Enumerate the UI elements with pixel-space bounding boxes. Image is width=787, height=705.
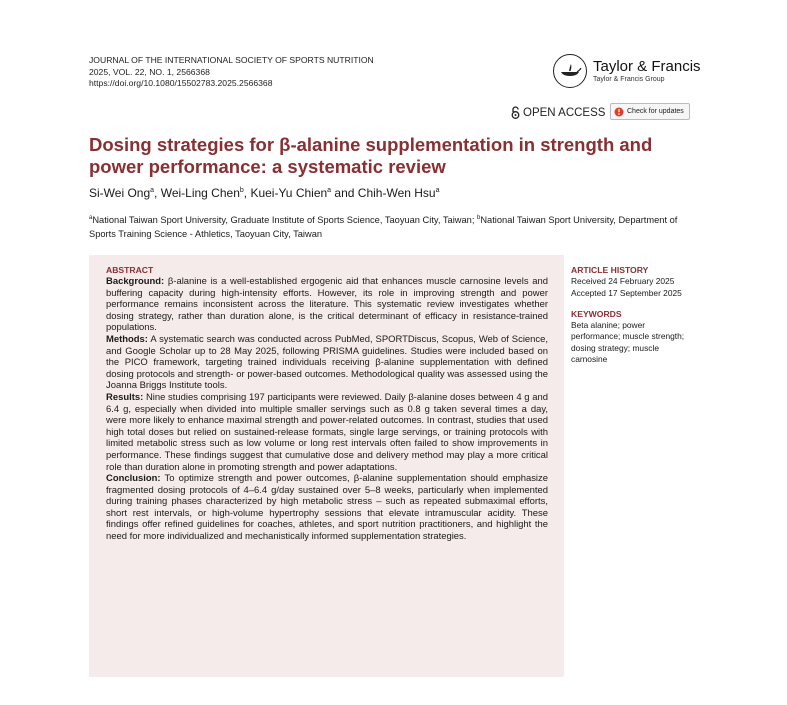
section-text: A systematic search was conducted across PubMed, SPORTDiscus, Scopus, Web of Science, and Google Scholar up to 28 May 2025, following PRISMA guidelines. Studies were included based on the PICO framework, targeting trained individuals receiving β-alanine supplementation with defined dosing protocols and strength- or power-based outcomes. Methodological quality was assessed using the Joanna Briggs Institute tools. bbox=[106, 333, 548, 392]
author-name[interactable]: Si-Wei Ong bbox=[89, 186, 151, 200]
open-lock-icon bbox=[511, 106, 520, 119]
section-label: Results: bbox=[106, 391, 144, 403]
author-name[interactable]: Kuei-Yu Chien bbox=[250, 186, 328, 200]
affiliation-label: a bbox=[89, 215, 93, 221]
keywords-heading: KEYWORDS bbox=[571, 308, 622, 319]
abstract-heading: ABSTRACT bbox=[106, 265, 154, 275]
publisher-name: Taylor & Francis bbox=[593, 57, 701, 75]
author-name[interactable]: Chih-Wen Hsu bbox=[357, 186, 436, 200]
publisher-group: Taylor & Francis Group bbox=[593, 75, 665, 83]
journal-volume: 2025, VOL. 22, NO. 1, 2566368 bbox=[89, 66, 210, 77]
journal-info bbox=[89, 55, 374, 90]
journal-name: JOURNAL OF THE INTERNATIONAL SOCIETY OF SPORTS NUTRITION bbox=[89, 55, 374, 65]
article-history-heading: ARTICLE HISTORY bbox=[571, 265, 649, 275]
abstract-conclusion bbox=[106, 473, 548, 543]
check-for-updates-label: Check for updates bbox=[627, 108, 684, 115]
author-affiliation-marker: a bbox=[150, 187, 155, 194]
affiliation-text: National Taiwan Sport University, Graduate Institute of Sports Science, Taoyuan City, Taiwan; bbox=[92, 215, 477, 226]
author-affiliation-marker: b bbox=[239, 187, 244, 194]
section-label: Methods: bbox=[106, 333, 148, 345]
section-text: β-alanine is a well-established ergogenic aid that enhances muscle carnosine levels and buffering capacity during high-intensity efforts. However, its role in improving strength and power performance remains inconsistent across the literature. This systematic review investigates whether dosing strategy, rather than duration alone, is the critical determinant of efficacy in resistance-trained populations. bbox=[106, 276, 548, 334]
author-name[interactable]: Wei-Ling Chen bbox=[160, 186, 240, 200]
author-list: Si-Wei Ong$^a$, Wei-Ling Chen$^b$, Kuei-Yu Chien$^a$ and Chih-Wen Hsu$^a$ bbox=[89, 186, 440, 200]
publisher-logo bbox=[553, 54, 701, 88]
affiliations bbox=[89, 211, 699, 241]
open-access-badge bbox=[511, 106, 605, 119]
keywords-list: Beta alanine; power performance; muscle strength; dosing strategy; muscle carnosine bbox=[571, 320, 685, 365]
affiliation-label: b bbox=[476, 215, 481, 221]
affiliation-text: National Taiwan Sport University, Department of Sports Training Science - Athletics, Taoyuan City, Taiwan bbox=[89, 215, 678, 240]
open-access-label: OPEN ACCESS bbox=[523, 106, 606, 119]
author-affiliation-marker: a bbox=[435, 187, 440, 194]
article-sidebar bbox=[571, 265, 691, 365]
section-text: Nine studies comprising 197 participants were reviewed. Daily β-alanine doses between 4 g and 6.4 g, especially when divided into multiple smaller servings such as 0.8 g taken several times a day, were more likely to enhance maximal strength and power-related outcomes. In contrast, studies that used high total doses but relied on sustained-release formats, single large servings, or training protocols with limited metabolic stress such as low volume or long rest intervals often failed to show improvements in performance. These findings suggest that cumulative dose and delivery method may play a more critical role than duration alone in promoting strength and power adaptations. bbox=[106, 391, 548, 473]
received-date: Received 24 February 2025 bbox=[571, 276, 675, 287]
abstract-results bbox=[106, 392, 548, 473]
abstract-methods bbox=[106, 334, 548, 392]
journal-doi[interactable]: https://doi.org/10.1080/15502783.2025.2566368 bbox=[89, 78, 273, 88]
accepted-date: Accepted 17 September 2025 bbox=[571, 287, 682, 298]
lamp-icon bbox=[553, 54, 587, 88]
abstract-box bbox=[89, 255, 564, 677]
check-for-updates-button[interactable] bbox=[610, 103, 690, 120]
crossmark-icon bbox=[614, 107, 624, 117]
section-label: Conclusion: bbox=[106, 473, 161, 485]
section-label: Background: bbox=[106, 276, 165, 287]
author-affiliation-marker: a bbox=[327, 187, 332, 194]
article-title: Dosing strategies for β-alanine supplementation in strength and power performance: a systematic review bbox=[89, 134, 653, 177]
abstract-background bbox=[106, 276, 548, 334]
section-text: To optimize strength and power outcomes, β-alanine supplementation should emphasize fragmented dosing protocols of 4–6.4 g/day sustained over 5–8 weeks, particularly when implemented during training phases characterized by high metabolic stress – such as repeated submaximal efforts, short rest intervals, or high-volume hypertrophy sessions that elevate intramuscular acidity. These findings offer refined guidelines for coaches, athletes, and sport nutrition practitioners, and highlight the need for more individualized and mechanistically informed supplementation strategies. bbox=[106, 473, 548, 543]
